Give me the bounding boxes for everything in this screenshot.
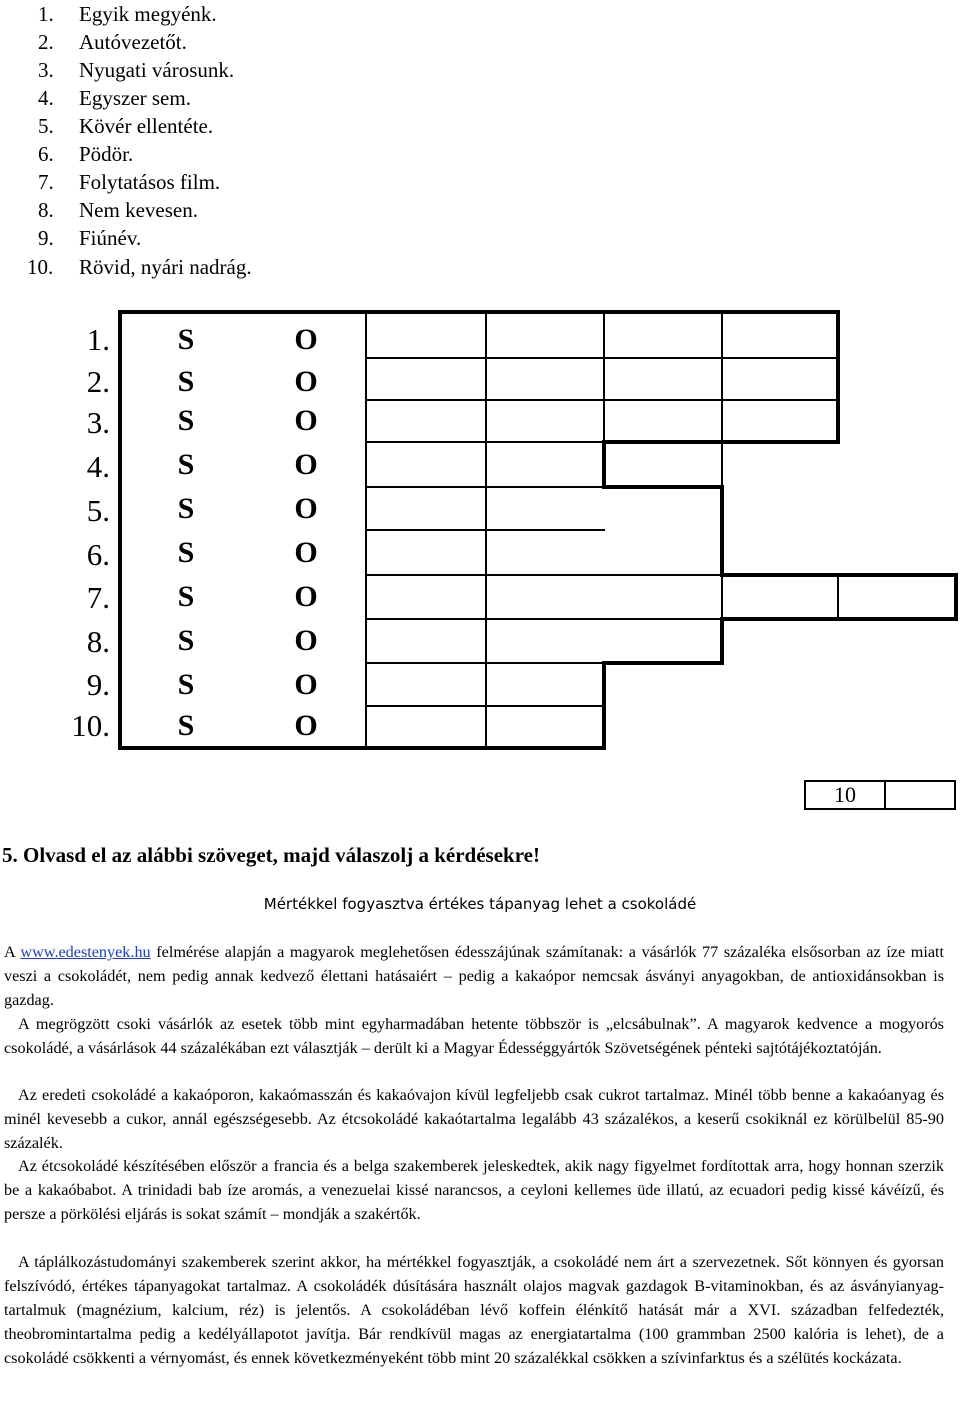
grid-letter: S <box>177 536 195 569</box>
grid-row-number: 5. <box>86 493 110 528</box>
grid-letter: O <box>294 365 318 398</box>
paragraph-text: Az étcsokoládé készítésében először a francia és a belga szakemberek jeleskedtek, akik nagy figyelmet fordítottak arra, hogy honnan szerzik be a kakaóbabot. A trinidadi bab íze aromás, a venezuelai kissé narancsos, a ceyloni kellemes üde illatú, az ecuadori pedig kissé kávéízű, és persze a pörkölési eljárás is sokat számít – mondják a szakértők. <box>4 1157 944 1223</box>
clue-text: Autóvezetőt. <box>79 30 187 54</box>
clue-text: Nyugati városunk. <box>79 58 235 82</box>
clue-number: 1. <box>38 2 54 26</box>
paragraph-text: A táplálkozástudományi szakemberek szerint akkor, ha mértékkel fogyasztják, a csokoládé nem árt a szervezetnek. Sőt könnyen és gyorsan felszívódó, értékes tápanyagokat tartalmaz. A csokoládék dúsítására használt olajos magvak gazdagok B-vitaminokban, és az ásványianyag-tartalmuk (magnézium, kalcium, réz) is jelentős. A csokoládéban lévő koffein élénkítő hatását már a XVI. században felfedezték, theobromintartalma pedig a kedélyállapotot javítja. Bár rendkívül magas az energiatartalma (100 grammban 2500 kalória is lehet), de a csokoládé csökkenti a vérnyomást, és ennek következményeként több mint 20 százalékkal csökken a szívinfarktus és a szélütés kockázata. <box>4 1253 944 1367</box>
grid-letter: S <box>177 668 195 701</box>
clue-number: 3. <box>38 58 54 82</box>
grid-letter: O <box>294 709 318 742</box>
earned-points-field[interactable] <box>886 782 954 808</box>
article-paragraph <box>4 1084 944 1156</box>
grid-letter: O <box>294 624 318 657</box>
grid-row-number: 2. <box>86 364 110 399</box>
article-title: Mértékkel fogyasztva értékes tápanyag lehet a csokoládé <box>263 895 697 913</box>
clue-text: Rövid, nyári nadrág. <box>79 255 252 279</box>
grid-row-number: 10. <box>71 708 110 743</box>
article-paragraph <box>4 1013 944 1061</box>
article-paragraph <box>4 941 944 1013</box>
clue-number: 4. <box>38 86 54 110</box>
grid-letter: O <box>294 580 318 613</box>
clue-number: 2. <box>38 30 54 54</box>
clue-text: Nem kevesen. <box>79 198 198 222</box>
grid-row-number: 9. <box>86 667 110 702</box>
grid-row-number: 3. <box>86 405 110 440</box>
grid-row-number: 1. <box>86 322 110 357</box>
source-link[interactable]: www.edestenyek.hu <box>20 943 151 961</box>
clue-text: Kövér ellentéte. <box>79 114 214 138</box>
grid-row-number: 4. <box>86 449 110 484</box>
grid-letter: S <box>177 404 195 437</box>
clue-text: Pödör. <box>79 142 134 166</box>
grid-letter: O <box>294 668 318 701</box>
paragraph-text: A megrögzött csoki vásárlók az esetek több mint egyharmadában hetente többször is „elcsábulnak”. A magyarok kedvence a mogyorós csokoládé, a vásárlások 44 százalékában ezt választják – derült ki a Magyar Édességgyártók Szövetségének pénteki sajtótájékoztatóján. <box>4 1015 944 1057</box>
grid-row-number: 7. <box>86 580 110 615</box>
clue-number: 6. <box>38 142 54 166</box>
clue-number: 5. <box>38 114 54 138</box>
grid-letter: S <box>177 624 195 657</box>
grid-letter: S <box>177 365 195 398</box>
clue-number: 8. <box>38 198 54 222</box>
clue-text: Folytatásos film. <box>79 170 221 194</box>
grid-row-number: 8. <box>86 624 110 659</box>
grid-letter: S <box>177 323 195 356</box>
article-paragraph <box>4 1251 944 1371</box>
grid-letter: O <box>294 536 318 569</box>
max-points: 10 <box>806 782 886 808</box>
grid-letter: O <box>294 448 318 481</box>
paragraph-prefix: A <box>4 943 21 961</box>
clue-text: Egyszer sem. <box>79 86 191 110</box>
grid-letter: O <box>294 492 318 525</box>
grid-row-number: 6. <box>86 537 110 572</box>
grid-letter: S <box>177 709 195 742</box>
clue-number: 7. <box>38 170 54 194</box>
grid-letter: S <box>177 448 195 481</box>
grid-letter: S <box>177 580 195 613</box>
article-paragraph <box>4 1155 944 1227</box>
task-heading: 5. Olvasd el az alábbi szöveget, majd válaszolj a kérdésekre! <box>2 843 540 867</box>
score-box <box>804 780 956 810</box>
grid-letter: O <box>294 404 318 437</box>
clue-text: Egyik megyénk. <box>79 2 217 26</box>
paragraph-text: Az eredeti csokoládé a kakaóporon, kakaómasszán és kakaóvajon kívül legfeljebb csak cukrot tartalmaz. Minél több benne a kakaóanyag és minél kevesebb a cukor, annál egészségesebb. Az étcsokoládé kakaótartalma legalább 43 százalékos, a keserű csokiknál ez körülbelül 85-90 százalék. <box>4 1086 944 1152</box>
clue-number: 9. <box>38 226 54 250</box>
clue-text: Fiúnév. <box>79 226 142 250</box>
clue-number: 10. <box>27 255 54 279</box>
grid-letter: S <box>177 492 195 525</box>
paragraph-text: felmérése alapján a magyarok meglehetősen édesszájúnak számítanak: a vásárlók 77 százaléka elsősorban az íze miatt veszi a csokoládét, nem pedig annak kedvező élettani hatásaiért – pedig a kakaópor nemcsak ásványi anyagokban, de antioxidánsokban is gazdag. <box>4 943 945 1009</box>
grid-letter: O <box>294 323 318 356</box>
